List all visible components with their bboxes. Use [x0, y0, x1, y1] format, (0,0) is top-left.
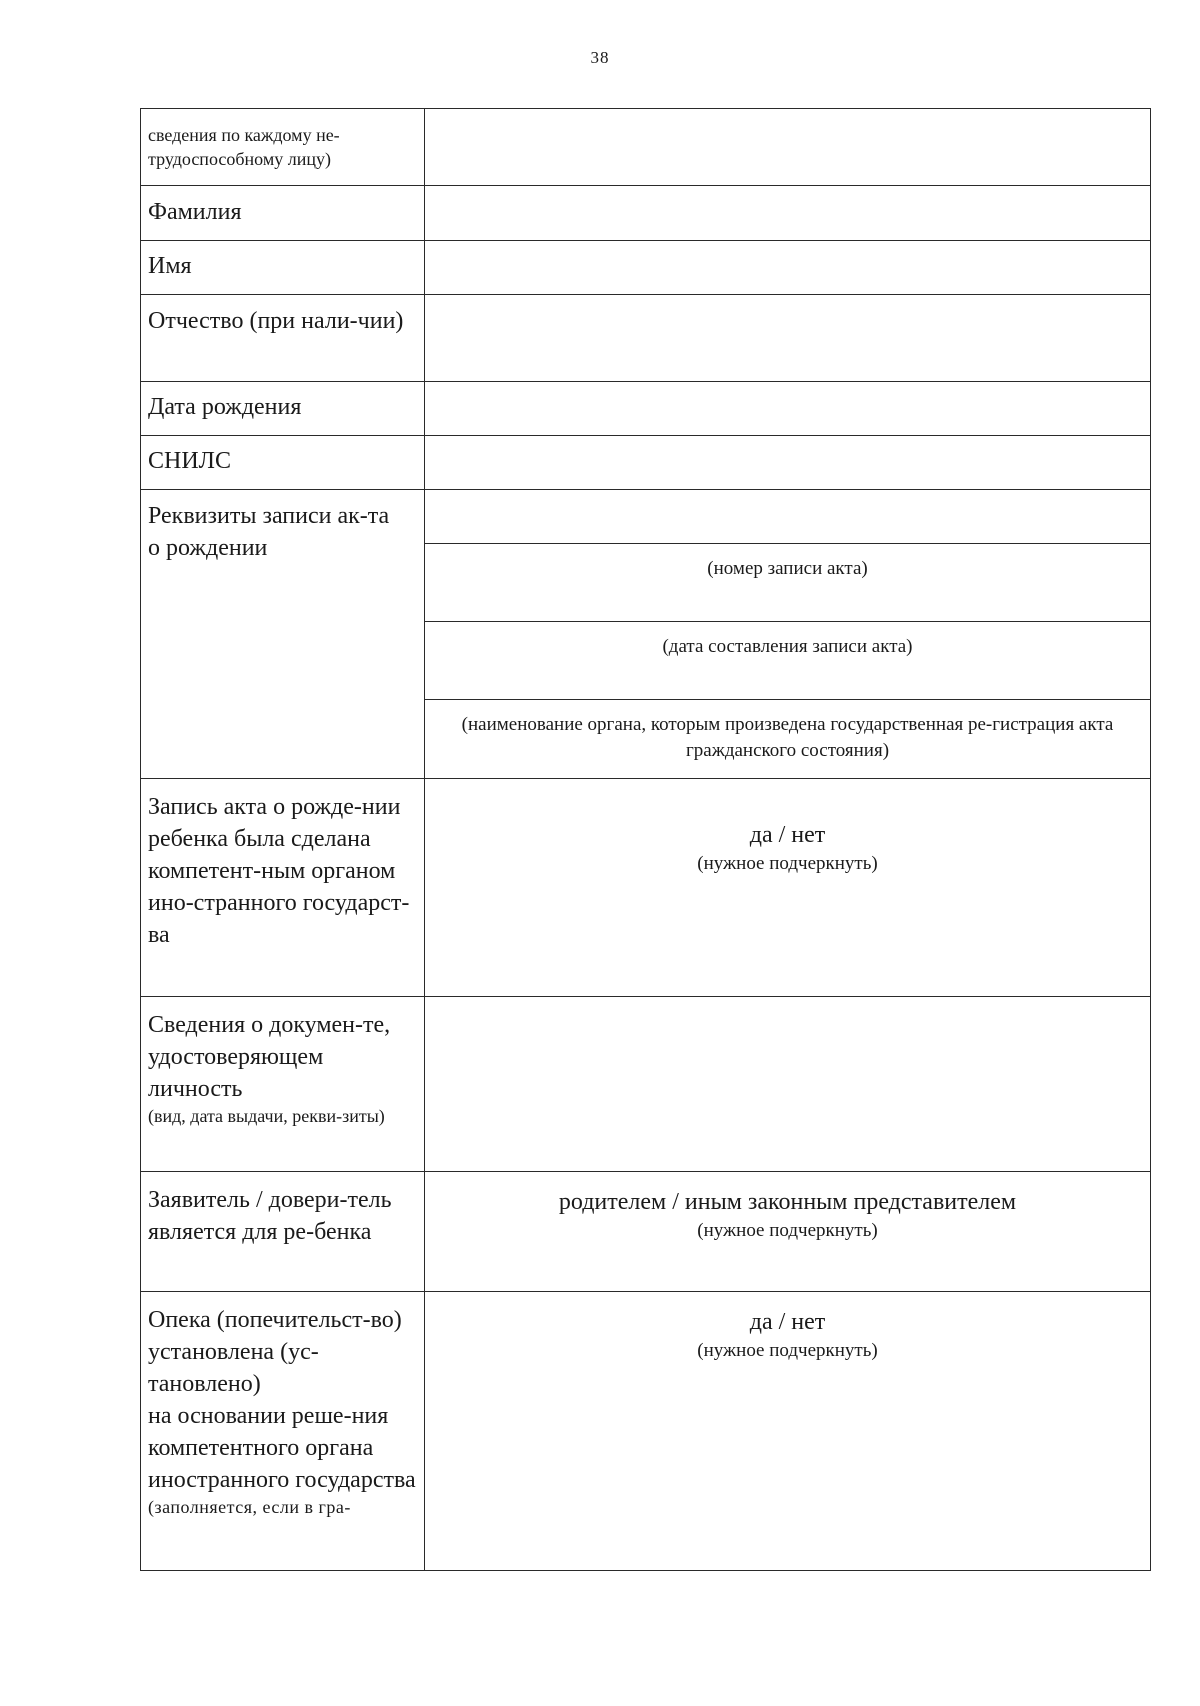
table-row-foreign-record	[141, 779, 1151, 997]
id-document-field[interactable]	[425, 997, 1151, 1172]
birth-record-authority-hint: (наименование органа, которым произведена государственная ре-гистрация акта гражданского состояния)	[461, 714, 1114, 761]
snils-field[interactable]	[425, 436, 1151, 490]
id-document-label-block	[141, 997, 424, 1132]
birth-record-top-field[interactable]	[425, 490, 1151, 544]
table-row-snils	[141, 436, 1151, 490]
table-row-applicant	[141, 1172, 1151, 1292]
guardianship-sublabel: (заполняется, если в гра-	[148, 1497, 351, 1517]
id-document-label: Сведения о докумен-те, удостоверяющем личность	[148, 1012, 391, 1102]
foreign-record-value	[425, 779, 1150, 877]
birth-record-label-line1: Реквизиты записи ак-та	[148, 503, 390, 529]
birth-record-label-line2: о рождении	[148, 535, 268, 561]
table-row-continued	[141, 109, 1151, 186]
name-field[interactable]	[425, 241, 1151, 295]
guardianship-value	[425, 1292, 1150, 1364]
applicant-options[interactable]: родителем / иным законным представителем	[558, 1189, 1017, 1215]
birth-date-label: Дата рождения	[148, 394, 302, 420]
applicant-value	[425, 1172, 1150, 1244]
guardianship-label: Опека (попечительст-во) установлена (ус-тановлено)	[148, 1307, 402, 1397]
applicant-hint: (нужное подчеркнуть)	[697, 1220, 878, 1241]
guardianship-label2: на основании реше-ния компетентного органа иностранного государства	[148, 1403, 416, 1493]
continued-label: сведения по каждому не-трудоспособному лицу)	[148, 125, 340, 169]
page-number: 38	[590, 48, 610, 67]
foreign-record-options[interactable]: да / нет	[749, 822, 826, 848]
birth-record-number-hint: (номер записи акта)	[707, 558, 868, 579]
table-row-id-document	[141, 997, 1151, 1172]
id-document-sublabel: (вид, дата выдачи, рекви-зиты)	[148, 1106, 385, 1126]
guardianship-label-block	[141, 1292, 424, 1523]
patronymic-field[interactable]	[425, 295, 1151, 382]
birth-date-field[interactable]	[425, 382, 1151, 436]
surname-label: Фамилия	[148, 199, 242, 225]
table-row-guardianship	[141, 1292, 1151, 1571]
patronymic-label: Отчество (при нали-чии)	[148, 308, 404, 334]
form-table	[140, 108, 1151, 1571]
foreign-record-label: Запись акта о рожде-нии ребенка была сделана компетент-ным органом ино-странного государст-ва	[148, 794, 410, 948]
guardianship-options[interactable]: да / нет	[749, 1309, 826, 1335]
table-row-birth-date	[141, 382, 1151, 436]
snils-label: СНИЛС	[148, 448, 231, 474]
guardianship-hint: (нужное подчеркнуть)	[697, 1340, 878, 1361]
table-row-patronymic	[141, 295, 1151, 382]
applicant-label: Заявитель / довери-тель является для ре-бенка	[148, 1187, 392, 1245]
table-row-surname	[141, 186, 1151, 241]
birth-record-label	[141, 490, 424, 568]
surname-field[interactable]	[425, 186, 1151, 241]
foreign-record-hint: (нужное подчеркнуть)	[697, 853, 878, 874]
table-row-birth-record	[141, 490, 1151, 544]
name-label: Имя	[148, 253, 192, 279]
table-row-name	[141, 241, 1151, 295]
continued-value-field[interactable]	[425, 109, 1151, 186]
birth-record-date-hint: (дата составления записи акта)	[662, 636, 913, 657]
